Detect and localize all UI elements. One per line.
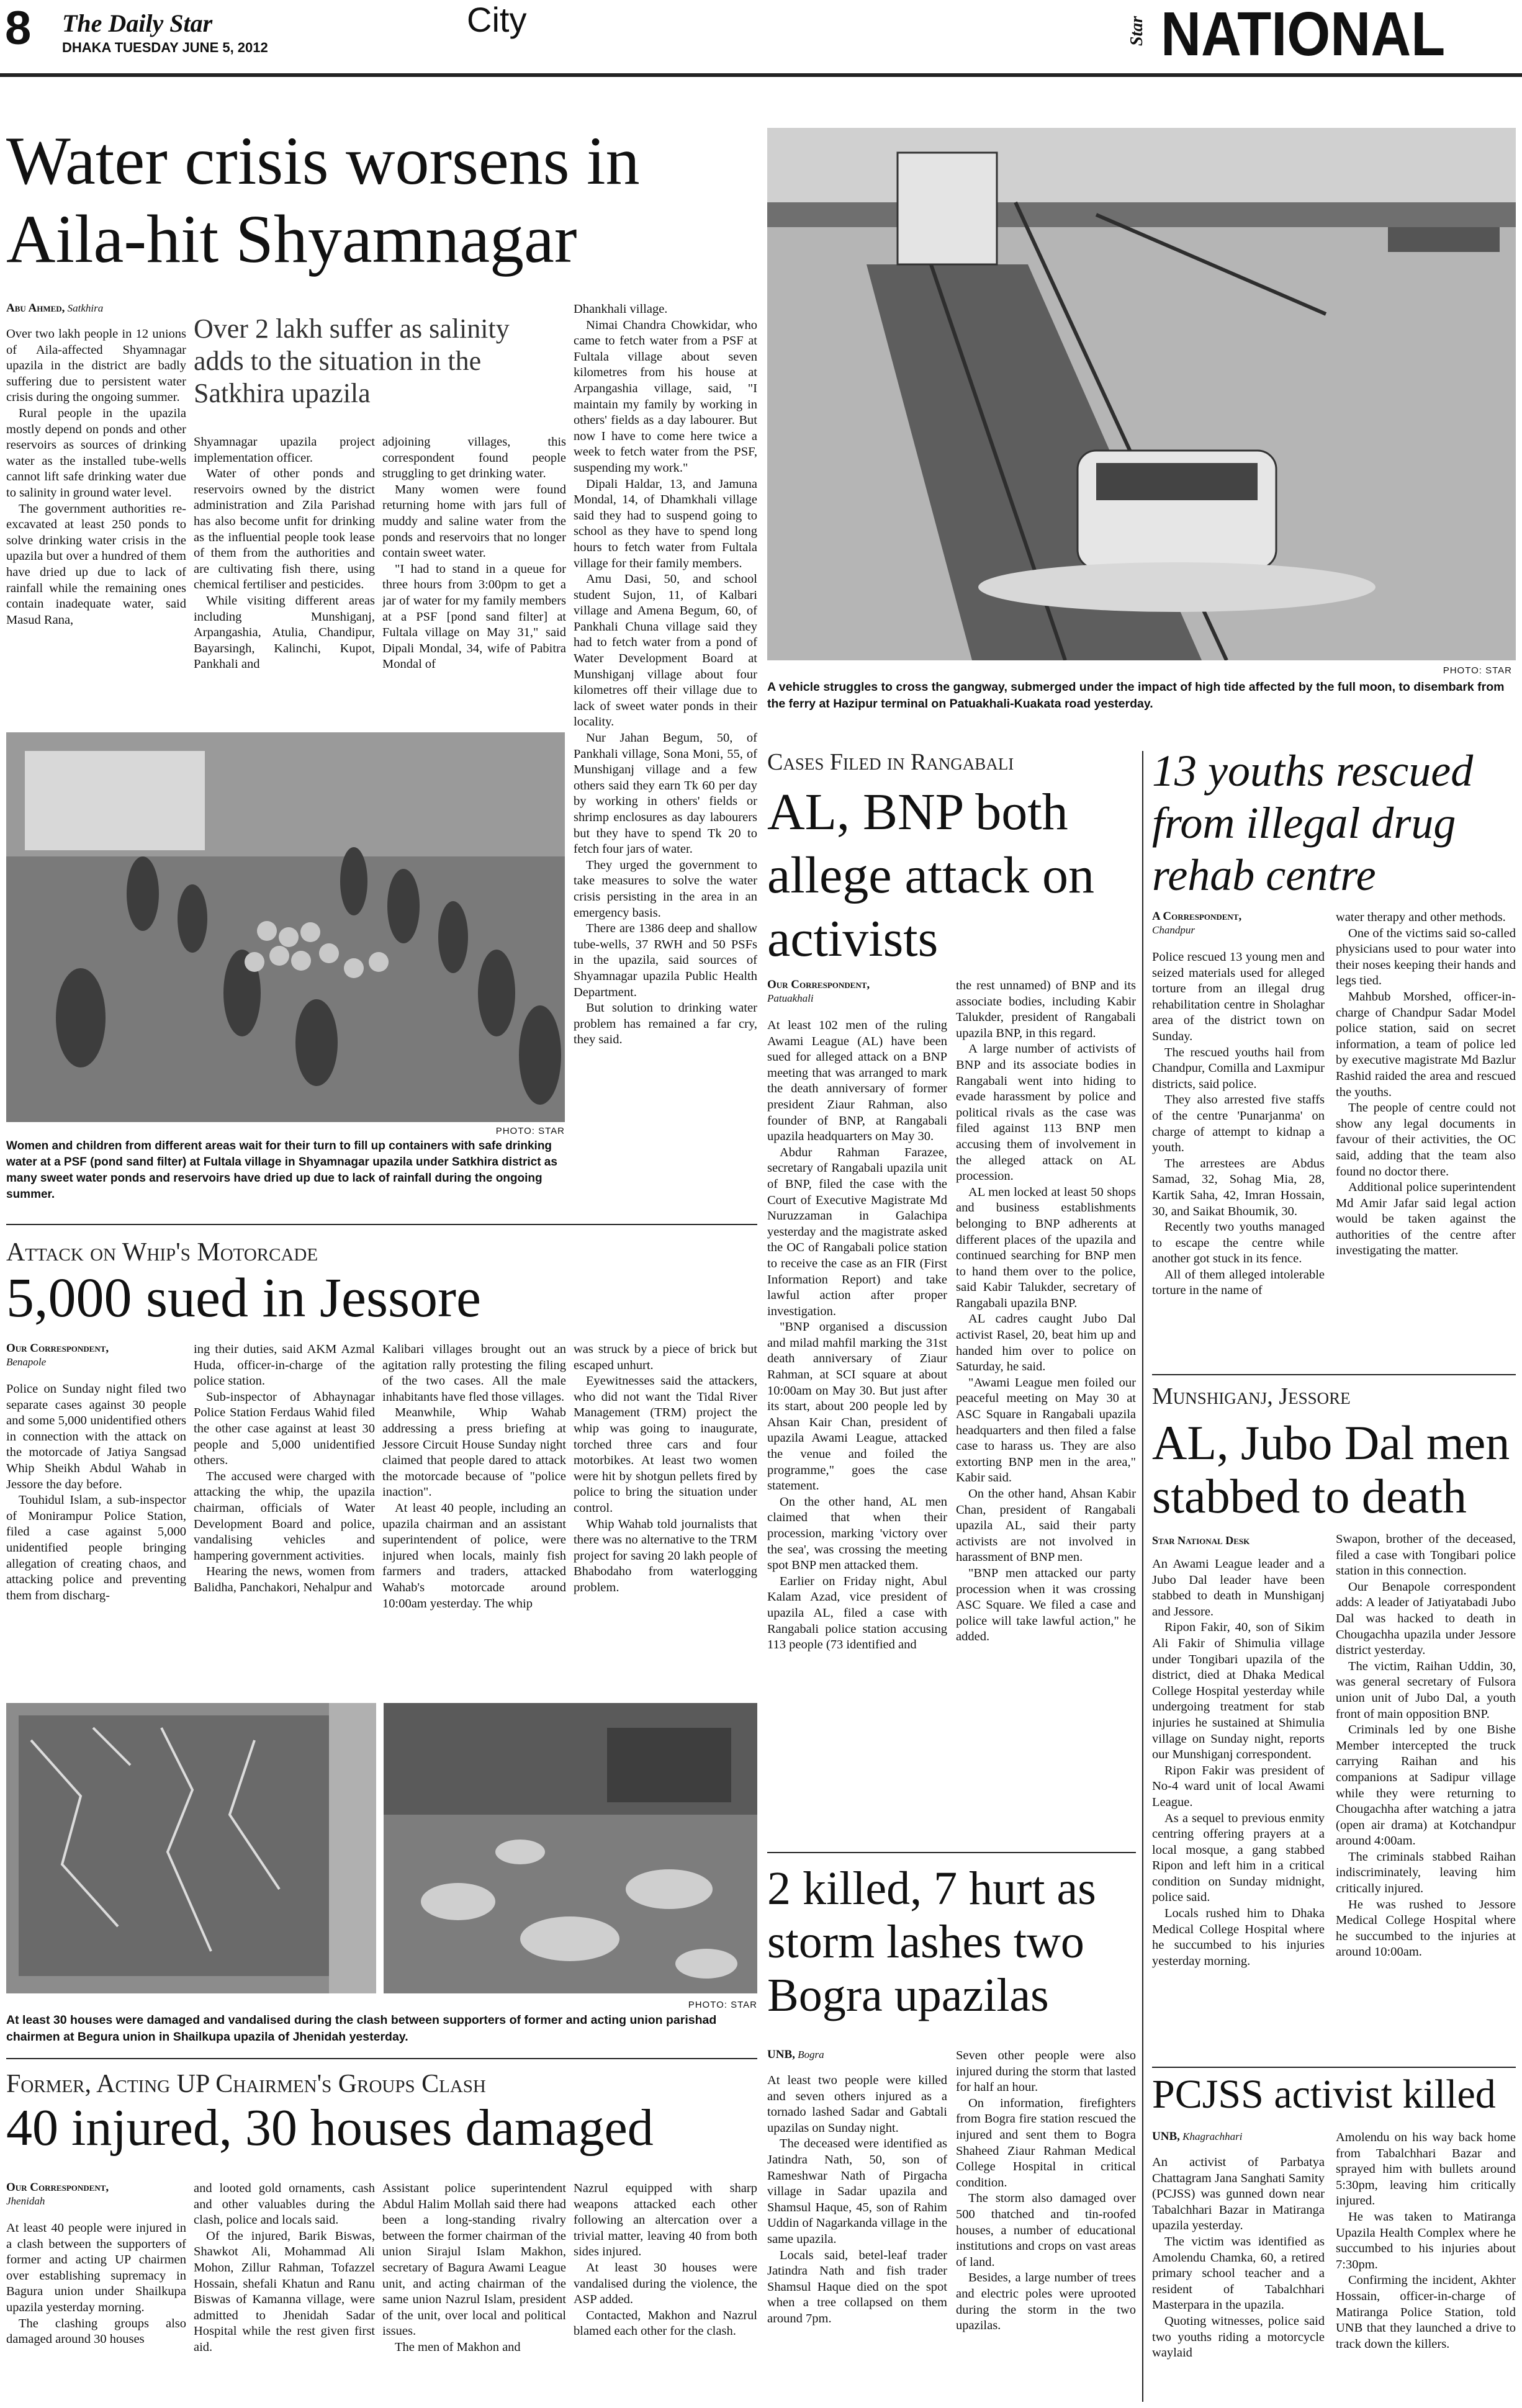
paragraph: All of them alleged intolerable torture in the name of [1152, 1267, 1325, 1298]
paragraph: The men of Makhon and [395, 2340, 521, 2354]
paragraph: "I had to stand in a queue for three hours from 3:00pm to get a jar of water for my family members at a PSF [pond sand filter] at Fultala village on May 31," said Dipali Mondal, 34, wife of Pabitra Mondal of [382, 562, 566, 672]
paragraph: Besides, a large number of trees and electric poles were uprooted during the storm in the two upazilas. [956, 2271, 1136, 2333]
paragraph: Many women were found returning home with jars full of muddy and saline water from the ponds and reservoirs that no longer contain sweet water. [382, 482, 566, 560]
paragraph: As a sequel to previous enmity centring offering prayers at a local mosque, a gang stabbed Ripon and left him in a critical condition on Sunday midnight, police said. [1152, 1811, 1325, 1905]
byline-place: Benapole [6, 1355, 47, 1368]
story-column [194, 2181, 375, 2404]
byline [6, 302, 186, 316]
paragraph: At least 30 houses were vandalised during the violence, the ASP added. [574, 2260, 757, 2307]
national-label: NATIONAL [1161, 0, 1446, 69]
subhead: Over 2 lakh suffer as salinity adds to the situation in the Satkhira upazila [194, 313, 510, 408]
photo-caption: Women and children from different areas wait for their turn to fill up containers with safe drinking water at a PSF (pond sand filter) at Fultala village in Shyamnagar upazila under Satkhira district as many sweet water ponds and reservoirs have dried up due to lack of rainfall during the ongoing summer. [6, 1139, 557, 1201]
paragraph: AL men locked at least 50 shops and business establishments belonging to BNP adherents at different places of the upazila and continued searching for BNP men to hand them over to the police, said Kabir Talukder, secretary of Rangabali upazila BNP. [956, 1185, 1136, 1310]
paragraph: An Awami League leader and a Jubo Dal leader have been stabbed to death in Munshiganj and Jessore. [1152, 1557, 1325, 1619]
paragraph: Assistant police superintendent Abdul Halim Mollah said there had been a long-standing rivalry between the former chairman of the union Sirajul Islam Makhon, secretary of Bagura Awami League unit, and acting chairman of the same union Nazrul Islam, president of the unit, over local and political issues. [382, 2181, 566, 2338]
paragraph: Mahbub Morshed, officer-in-charge of Chandpur Sadar Model police station, said on secret information, a team of police led by executive magistrate Md Bazlur Rashid raided the area and rescued the youths. [1336, 989, 1516, 1099]
vandalised-house-photo [6, 1703, 376, 1993]
paragraph: Rural people in the upazila mostly depend on ponds and other reservoirs as sources of drinking water as the installed tube-wells cannot lift safe drinking water due to salinity in ground water level. [6, 406, 186, 500]
byline [767, 2048, 947, 2062]
byline-name: Our Correspondent, [6, 1342, 109, 1355]
story-column [767, 2073, 947, 2404]
headline: PCJSS activist killed [1152, 2072, 1496, 2117]
story-column [382, 1342, 566, 1694]
paragraph: Additional police superintendent Md Amir Jafar said legal action would be taken against the authorities of the centre after investigating the matter. [1336, 1180, 1516, 1258]
story-column [1152, 2155, 1325, 2404]
paragraph: Amu Dasi, 50, and school student Sujon, 11, of Kalbari village and Amena Begum, 60, of Pankhali Chuna village said they had to fetch water from a pond of Water Development Board at Munshiganj village about four kilometres off their village due to lack of sweet water ponds in their locality. [574, 572, 757, 729]
paragraph: Whip Wahab told journalists that there was no alternative to the TRM project for saving 20 lakh people of Bhabodaho from waterlogging problem. [574, 1517, 757, 1594]
paragraph: "BNP organised a discussion and milad mahfil marking the 31st death anniversary of Ziaur Rahman, at SCI square at about 10:00am on May 30. But just after its start, about 200 people led by Ahsan Kair Chan, president of upazila Awami League, attacked the venue and foiled the programme," goes the case statement. [767, 1320, 947, 1493]
paragraph: Water of other ponds and reservoirs owned by the district administration and Zila Parishad has also become unfit for drinking as the influential people took lease of them from the authorities and are cultivating fish there, using chemical fertiliser and pesticides. [194, 467, 375, 592]
paragraph: The victim, Raihan Uddin, 30, was general secretary of Fulsora union unit of Jubo Dal, a youth front of main opposition BNP. [1336, 1659, 1516, 1721]
paragraph: Nimai Chandra Chowkidar, who came to fetch water from a PSF at Fultala village about seven kilometres from his house at Arpangashia village, said, "I maintain my family by working in others' fields as a day labourer. But now I have to come here twice a week to fetch water from the PSF, suspending my work." [574, 318, 757, 475]
paragraph: At least 40 people were injured in a clash between the supporters of former and acting UP chairmen over establishing supremacy in Bagura union under Shailkupa upazila yesterday morning. [6, 2221, 186, 2314]
paragraph: Ripon Fakir, 40, son of Sikim Ali Fakir of Shimulia village under Tongibari upazila of the district, died at Dhaka Medical College Hospital yesterday while undergoing treatment for stab injuries he sustained at Shimulia village on Sunday night, reports our Munshiganj correspondent. [1152, 1620, 1325, 1762]
section-rule [1152, 2067, 1516, 2068]
story-column [574, 1342, 757, 1694]
byline-name: UNB, [767, 2048, 795, 2061]
dateline: DHAKA TUESDAY JUNE 5, 2012 [62, 40, 268, 55]
paragraph: They also arrested five staffs of the centre 'Punarjanma' on charge of attempt to kidnap a youth. [1152, 1093, 1325, 1155]
byline-place: Bogra [798, 2049, 824, 2060]
paragraph: Police on Sunday night filed two separate cases against 30 people and some 5,000 unidentified others in connection with the attack on the motorcade of Jatiya Sangsad Whip Sheikh Abdul Wahab in Jessore the day before. [6, 1382, 186, 1491]
paragraph: Contacted, Makhon and Nazrul blamed each other for the clash. [574, 2308, 757, 2338]
paragraph: Dhankhali village. [574, 302, 668, 316]
paragraph: The people of centre could not show any legal documents in favour of their activities, the OC said, adding that the team also found no doctor there. [1336, 1101, 1516, 1179]
water-queue-photo-image [6, 732, 565, 1122]
paragraph: The criminals stabbed Raihan indiscriminately, leaving him critically injured. [1336, 1849, 1516, 1896]
story-column [767, 1018, 947, 1843]
byline-name: UNB, [1152, 2130, 1180, 2143]
byline-place: Chandpur [1152, 923, 1195, 936]
paragraph: Eyewitnesses said the attackers, who did not want the Tidal River Management (TRM) project the whip was going to inaugurate, torched three cars and four motorbikes. At least two women were hit by shotgun pellets fired by police to bring the situation under control. [574, 1374, 757, 1515]
masthead-rule [0, 73, 1522, 77]
paragraph: Touhidul Islam, a sub-inspector of Monirampur Police Station, filed a case against 5,000 unidentified people bringing allegation of creating chaos, and attacking police and preventing them from discharg- [6, 1493, 186, 1602]
paragraph: The victim was identified as Amolendu Chamka, 60, a retired primary school teacher and a resident of Tabalchhari Masterpara in the upazila. [1152, 2234, 1325, 2312]
kicker: Attack on Whip's Motorcade [6, 1238, 318, 1267]
headline: Water crisis worsens in Aila-hit Shyamnagar [6, 123, 640, 277]
paragraph: Our Benapole correspondent adds: A leader of Jatiyatabadi Jubo Dal was hacked to death in Chougachha upazila under Jessore district yesterday. [1336, 1579, 1516, 1658]
paragraph: adjoining villages, this correspondent found people struggling to get drinking water. [382, 435, 566, 481]
paragraph: Criminals led by one Bishe Member intercepted the truck carrying Raihan and his companions at Sadipur village while they were returning to Chougachha after watching a jatra (open air drama) at Kotchandpur around 4:00am. [1336, 1723, 1516, 1848]
paragraph: Kalibari villages brought out an agitation rally protesting the filing of the two cases. All the male inhabitants have fled those villages. [382, 1342, 566, 1404]
paragraph: The rescued youths hail from Chandpur, Comilla and Laxmipur districts, said police. [1152, 1045, 1325, 1091]
paragraph: Recently two youths managed to escape the centre while another got stuck in its fence. [1152, 1220, 1325, 1266]
page-number: 8 [5, 2, 32, 55]
paragraph: water therapy and other methods. [1336, 910, 1506, 924]
story-column [194, 434, 375, 724]
story-column [574, 2181, 757, 2404]
star-logo: Star [1127, 16, 1147, 47]
section-rule [1152, 1374, 1516, 1375]
paragraph: Seven other people were also injured during the storm that lasted for half an hour. [956, 2049, 1136, 2095]
paragraph: Meanwhile, Whip Wahab addressing a press briefing at Jessore Circuit House Sunday night claimed that people dared to attack the motorcade because of "police inaction". [382, 1406, 566, 1499]
paragraph: A large number of activists of BNP and its associate bodies in Rangabali went into hiding to evade harassment by police and political rivals as the case was filed against 113 BNP men accusing them of involvement in the alleged attack on AL procession. [956, 1042, 1136, 1184]
paragraph: ing their duties, said AKM Azmal Huda, officer-in-charge of the police station. [194, 1342, 375, 1388]
photo-credit: PHOTO: STAR [688, 2000, 757, 2010]
paper-name: The Daily Star [62, 9, 213, 37]
story-column [382, 2181, 566, 2404]
vandalised-house-photo-image [6, 1703, 376, 1993]
story-column [382, 434, 566, 724]
byline [1152, 2130, 1332, 2144]
story-column [956, 2048, 1136, 2404]
headline: 13 youths rescued from illegal drug rehab centre [1152, 746, 1474, 900]
paragraph: The arrestees are Abdus Samad, 32, Sohag Mia, 28, Kartik Saha, 42, Imran Hossain, 30, and Saikat Bhoumik, 30. [1152, 1156, 1325, 1218]
story-column [1336, 1532, 1516, 2059]
paragraph: Quoting witnesses, police said two youths riding a motorcycle waylaid [1152, 2314, 1325, 2360]
byline: Star National Desk [1152, 1534, 1250, 1547]
paragraph: On the other hand, Ahsan Kabir Chan, president of Rangabali upazila AL, said their party activists are not involved in harassment of BNP men. [956, 1487, 1136, 1565]
paragraph: Nazrul equipped with sharp weapons attacked each other following an altercation over a trivial matter, leaving 40 from both sides injured. [574, 2181, 757, 2259]
damaged-goods-photo-image [384, 1703, 757, 1993]
paragraph: At least 102 men of the ruling Awami League (AL) have been sued for alleged attack on a BNP meeting that was arranged to mark the death anniversary of former president Ziaur Rahman, also founder of BNP, at Rangabali upazila headquarters on May 30. [767, 1018, 947, 1144]
paragraph: The accused were charged with attacking the whip, the upazila chairman, officials of Water Development Board and police, vandalising vehicles and hampering government activities. [194, 1469, 375, 1563]
headline: 40 injured, 30 houses damaged [6, 2099, 654, 2157]
headline: 5,000 sued in Jessore [6, 1267, 481, 1329]
story-column [956, 978, 1136, 1843]
paragraph: At least 40 people, including an upazila chairman and an assistant superintendent of police, were injured when locals, mainly fish farmers and traders, attacked Wahab's motorcade around 10:00am yesterday. The whip [382, 1501, 566, 1611]
kicker: Munshiganj, Jessore [1152, 1383, 1351, 1409]
paragraph: They urged the government to take measures to solve the water crisis persisting in the area in an emergency basis. [574, 858, 757, 920]
byline [6, 2181, 186, 2208]
headline: AL, Jubo Dal men stabbed to death [1152, 1416, 1510, 1523]
paragraph: Over two lakh people in 12 unions of Aila-affected Shyamnagar upazila in the district are badly suffering due to persistent water crisis during the ongoing summer. [6, 327, 186, 405]
paragraph: Police rescued 13 young men and seized materials used for alleged torture from an illegal drug rehabilitation centre in Sholaghar area of the district town on Sunday. [1152, 950, 1325, 1043]
paragraph: "Awami League men foiled our peaceful meeting on May 30 at ASC Square in Rangabali upazila headquarters and then filed a false case to harass us. They are also extorting BNP men in the area," Kabir said. [956, 1375, 1136, 1485]
photo-credit: PHOTO: STAR [495, 1126, 565, 1136]
paragraph: Dipali Haldar, 13, and Jamuna Mondal, 14, of Dhamkhali village said they had to suspend going to school as they have to spend long hours to fetch water from Fultala village for their family members. [574, 477, 757, 570]
water-queue-photo [6, 732, 565, 1122]
paragraph: The government authorities re-excavated at least 250 ponds to solve drinking water crisis in the upazila but over a hundred of them have dried up due to lack of rainfall while the remaining ones contain inadequate water, said Masud Rana, [6, 501, 186, 627]
paragraph: Amolendu on his way back home from Tabalchhari Bazar and sprayed him with bullets around 5:30pm, leaving him critically injured. [1336, 2131, 1516, 2208]
paragraph: Ripon Fakir was president of No-4 ward unit of local Awami League. [1152, 1763, 1325, 1809]
photo-caption: At least 30 houses were damaged and vandalised during the clash between supporters of former and acting union parishad chairmen at Begura union in Shailkupa upazila of Jhenidah yesterday. [6, 2013, 717, 2044]
paragraph: Abdur Rahman Farazee, secretary of Rangabali upazila unit of BNP, filed the case with the Court of Executive Magistrate Md Nuruzzaman in Galachipa yesterday and the magistrate asked the OC of Rangabali police station to receive the case as an FIR (First Information Report) and take lawful action after proper investigation. [767, 1145, 947, 1318]
paragraph: Shyamnagar upazila project implementation officer. [194, 435, 375, 465]
paragraph: On the other hand, AL men claimed that when their procession, marking 'victory over the sea', was crossing the meeting spot BNP men attacked them. [767, 1494, 947, 1573]
section-rule [6, 1224, 757, 1225]
ferry-photo [767, 128, 1516, 660]
paragraph: Sub-inspector of Abhaynagar Police Station Ferdaus Wahid filed the other case against at least 30 people and 5,000 unidentified others. [194, 1390, 375, 1468]
photo-caption: A vehicle struggles to cross the gangway, submerged under the impact of high tide affected by the full moon, to disembark from the ferry at Hazipur terminal on Patuakhali-Kuakata road yesterday. [767, 680, 1505, 711]
paragraph: Of the injured, Barik Biswas, Shawkot Ali, Mohammad Ali Mohon, Zillur Rahman, Tofazzel Hossain, shefali Khatun and Ranu Biswas of Kamanna village, were admitted to Jhenidah Sadar Hospital while the rest given first aid. [194, 2229, 375, 2354]
paragraph: "BNP men attacked our party procession when it was crossing ASC Square. We filed a case and police will take lawful action," he added. [956, 1566, 1136, 1644]
section-rule [767, 1852, 1136, 1853]
ferry-photo-image [767, 128, 1516, 660]
kicker: Cases Filed in Rangabali [767, 749, 1014, 775]
section-rule [6, 2058, 757, 2059]
paragraph: AL cadres caught Jubo Dal activist Rasel, 20, beat him up and handed him over to police on Saturday, he said. [956, 1312, 1136, 1374]
byline-name: Our Correspondent, [6, 2181, 109, 2194]
paragraph: The clashing groups also damaged around 30 houses [6, 2316, 186, 2347]
paragraph: At least two people were killed and seven others injured as a tornado lashed Sadar and Gabtali upazilas on Sunday night. [767, 2073, 947, 2135]
paragraph: Swapon, brother of the deceased, filed a case with Tongibari police station in this connection. [1336, 1532, 1516, 1578]
story-column [1336, 2130, 1516, 2404]
paragraph: The deceased were identified as Jatindra Nath, 50, son of Rameshwar Nath of Pirgacha village in Sadar upazila and Shamsul Haque, 45, son of Rahim Uddin of Nagarkanda village in the same upazila. [767, 2137, 947, 2246]
story-column [1152, 950, 1325, 1365]
photo-credit: PHOTO: STAR [1443, 665, 1512, 676]
paragraph: Hearing the news, women from Balidha, Panchakori, Nehalpur and [194, 1565, 375, 1594]
paragraph: was struck by a piece of brick but escaped unhurt. [574, 1342, 757, 1372]
paragraph: Locals rushed him to Dhaka Medical College Hospital where he succumbed to his injuries yesterday morning. [1152, 1907, 1325, 1968]
paragraph: Locals said, betel-leaf trader Jatindra Nath and fish trader Shamsul Haque died on the spot when a tree collapsed on them around 7pm. [767, 2248, 947, 2325]
story-column [6, 1381, 186, 1694]
paragraph: and looted gold ornaments, cash and other valuables during the clash, police and locals said. [194, 2181, 375, 2227]
paragraph: The storm also damaged over 500 thatched and tin-roofed houses, a number of educational institutions and crops on vast areas of land. [956, 2191, 1136, 2269]
byline-name: Abu Ahmed, [6, 302, 65, 315]
damaged-goods-photo [384, 1703, 757, 1993]
byline [6, 1342, 186, 1368]
story-column [1152, 1557, 1325, 2059]
headline: 2 killed, 7 hurt as storm lashes two Bogra upazilas [767, 1862, 1096, 2021]
paragraph: While visiting different areas including Munshiganj, Arpangashia, Atulia, Chandipur, Bayarsingh, Kalinchi, Kupot, Pankhali and [194, 593, 375, 672]
paragraph: Nur Jahan Begum, 50, of Pankhali village, Sona Moni, 55, of Munshiganj village and a few others said they earn Tk 60 per day by working in others' fields or shrimp enclosures as day labourers but they have to spend Tk 20 to fetch four jars of water. [574, 731, 757, 856]
paragraph: Earlier on Friday night, Abul Kalam Azad, vice president of upazila AL, filed a case with Rangabali police station accusing 113 people (73 identified and [767, 1574, 947, 1652]
paragraph: But solution to drinking water problem has remained a far cry, they said. [574, 1001, 757, 1047]
paragraph: On information, firefighters from Bogra fire station rescued the injured and sent them to Bogra Shaheed Ziaur Rahman Medical College Hospital in critical condition. [956, 2096, 1136, 2190]
story-column [194, 1342, 375, 1694]
story-column [6, 2221, 186, 2404]
paragraph: He was rushed to Jessore Medical College Hospital where he succumbed to the injuries at around 10:00am. [1336, 1897, 1516, 1959]
story-column [574, 302, 757, 1233]
byline-place: Khagrachhari [1182, 2131, 1243, 2142]
paragraph: Confirming the incident, Akhter Hossain, officer-in-charge of Matiranga Police Station, told UNB that they launched a drive to track down the killers. [1336, 2273, 1516, 2351]
headline: AL, BNP both allege attack on activists [767, 783, 1095, 968]
byline [1152, 910, 1332, 937]
byline-place: Satkhira [67, 302, 104, 314]
paragraph: He was taken to Matiranga Upazila Health Complex where he succumbed to his injuries about 7:30pm. [1336, 2209, 1516, 2271]
paragraph: the rest unnamed) of BNP and its associate bodies, including Kabir Talukder, president of Rangabali upazila BNP, in this regard. [956, 979, 1136, 1040]
byline-name: A Correspondent, [1152, 910, 1242, 923]
column-divider [1142, 751, 1143, 2402]
byline-name: Our Correspondent, [767, 978, 870, 991]
kicker: Former, Acting UP Chairmen's Groups Clash [6, 2070, 486, 2098]
story-column [1336, 910, 1516, 1365]
byline-place: Jhenidah [6, 2195, 45, 2207]
paragraph: One of the victims said so-called physicians used to pour water into their noses keeping their hands and legs tied. [1336, 926, 1516, 988]
byline-place: Patuakhali [767, 992, 814, 1004]
byline [767, 978, 947, 1005]
paragraph: An activist of Parbatya Chattagram Jana Sanghati Samity (PCJSS) was gunned down near Tabalchhari Bazar in Matiranga upazila yesterday. [1152, 2155, 1325, 2233]
story-column [6, 326, 186, 724]
paragraph: There are 1386 deep and shallow tube-wells, 37 RWH and 50 PSFs in the upazila, said sources of Shyamnagar upazila Public Health Department. [574, 922, 757, 999]
section-label: City [467, 0, 527, 39]
